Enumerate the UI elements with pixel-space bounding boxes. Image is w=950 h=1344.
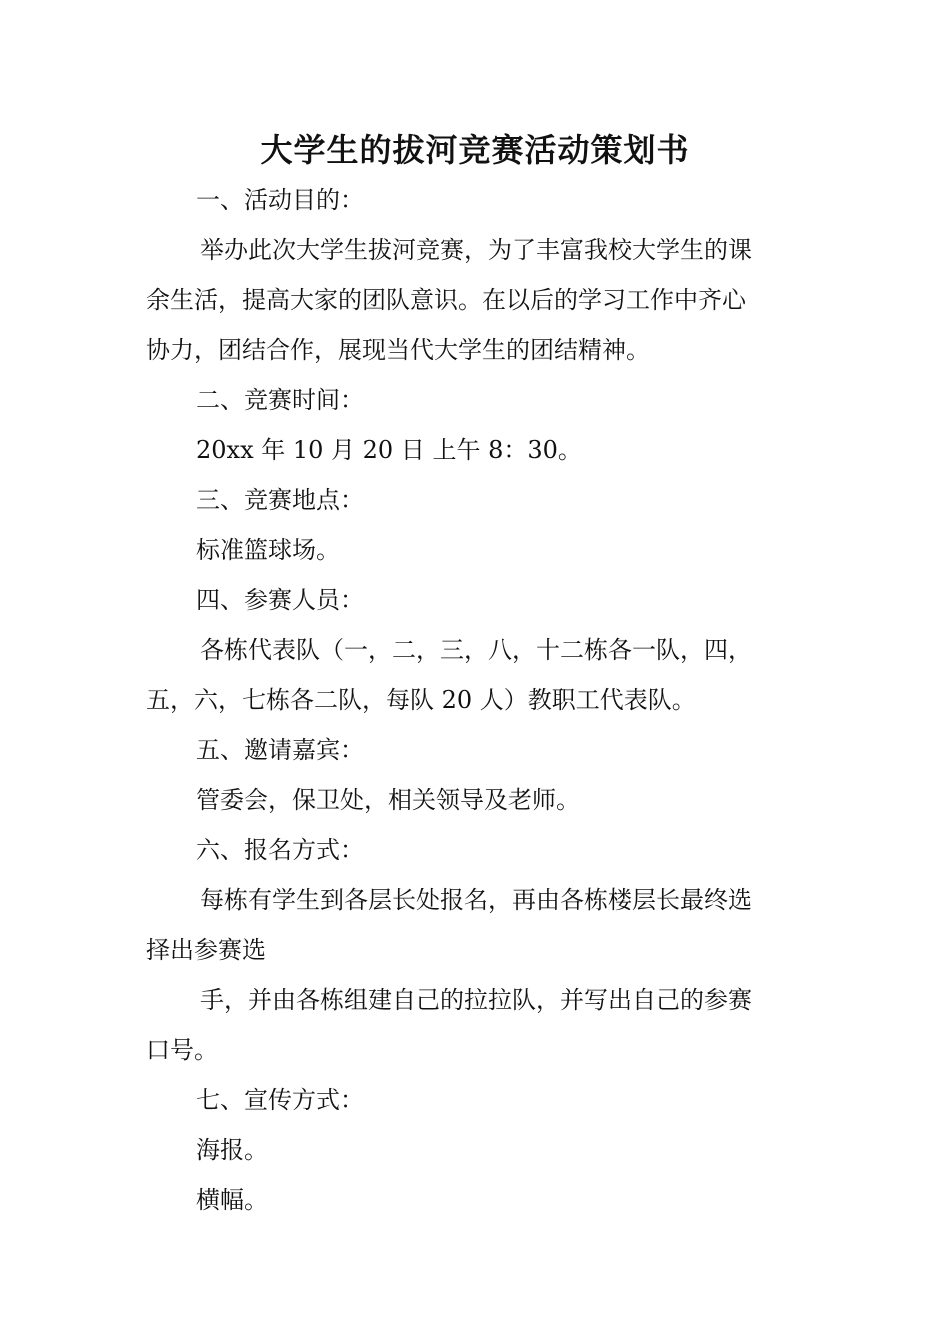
paragraph-line: 口号。	[146, 1036, 218, 1064]
paragraph-line: 协力，团结合作，展现当代大学生的团结精神。	[146, 336, 650, 364]
paragraph-line: 手，并由各栋组建自己的拉拉队，并写出自己的参赛	[200, 986, 752, 1014]
paragraph-line: 五，六，七栋各二队，每队 20 人）教职工代表队。	[146, 686, 696, 714]
section-heading-time: 二、竞赛时间：	[196, 386, 364, 414]
section-heading-venue: 三、竞赛地点：	[196, 486, 364, 514]
paragraph-line: 余生活，提高大家的团队意识。在以后的学习工作中齐心	[146, 286, 746, 314]
paragraph-line: 举办此次大学生拔河竞赛，为了丰富我校大学生的课	[200, 236, 752, 264]
paragraph-line: 管委会，保卫处，相关领导及老师。	[196, 786, 580, 814]
paragraph-line: 择出参赛选	[146, 936, 266, 964]
paragraph-line: 标准篮球场。	[196, 536, 340, 564]
paragraph-line: 20xx 年 10 月 20 日 上午 8：30。	[196, 436, 582, 464]
section-heading-publicity: 七、宣传方式：	[196, 1086, 364, 1114]
section-heading-registration: 六、报名方式：	[196, 836, 364, 864]
paragraph-line: 横幅。	[196, 1186, 268, 1214]
paragraph-line: 每栋有学生到各层长处报名，再由各栋楼层长最终选	[200, 886, 752, 914]
document-title: 大学生的拔河竞赛活动策划书	[260, 131, 690, 169]
paragraph-line: 海报。	[196, 1136, 268, 1164]
section-heading-guests: 五、邀请嘉宾：	[196, 736, 364, 764]
section-heading-participants: 四、参赛人员：	[196, 586, 364, 614]
paragraph-line: 各栋代表队（一，二，三，八，十二栋各一队，四，	[200, 636, 752, 664]
section-heading-purpose: 一、活动目的：	[196, 186, 364, 214]
